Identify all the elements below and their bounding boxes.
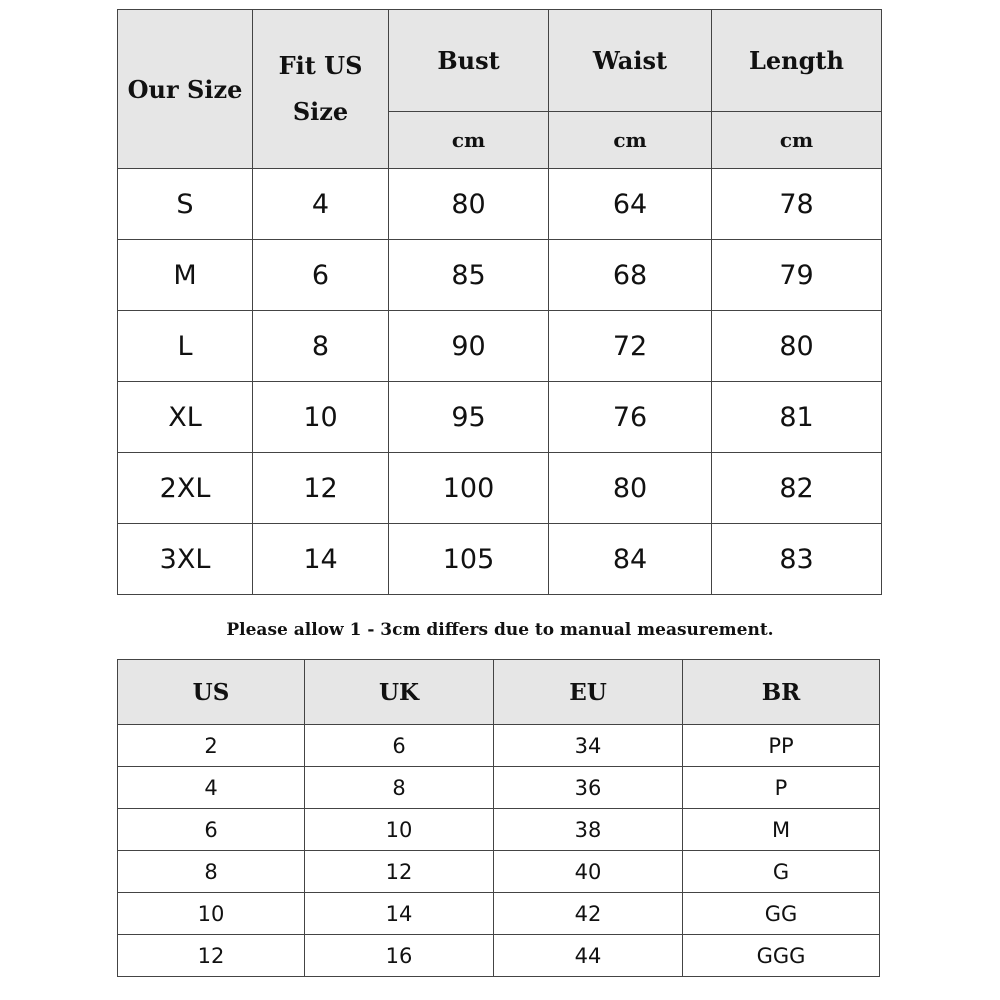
cell-waist: 76: [549, 382, 712, 453]
table-row: [118, 809, 880, 851]
cell-us: 10: [118, 893, 305, 935]
cell-length: 80: [712, 311, 882, 382]
cell-size: 3XL: [118, 524, 253, 595]
header-fit-us-line2: Size: [292, 97, 349, 126]
cell-fit-us: 10: [253, 382, 389, 453]
cell-us: 4: [118, 767, 305, 809]
header-waist-unit: cm: [549, 112, 712, 169]
cell-us: 12: [118, 935, 305, 977]
cell-size: XL: [118, 382, 253, 453]
cell-eu: 40: [494, 851, 683, 893]
cell-eu: 42: [494, 893, 683, 935]
header-br: BR: [683, 660, 880, 725]
cell-fit-us: 8: [253, 311, 389, 382]
cell-length: 81: [712, 382, 882, 453]
header-length: Length: [712, 10, 882, 112]
header-bust: Bust: [389, 10, 549, 112]
table-row: [118, 453, 882, 524]
cell-bust: 90: [389, 311, 549, 382]
cell-bust: 85: [389, 240, 549, 311]
cell-bust: 80: [389, 169, 549, 240]
conversion-header-row: [118, 660, 880, 725]
cell-br: P: [683, 767, 880, 809]
measurement-note: Please allow 1 - 3cm differs due to manual measurement.: [226, 620, 774, 640]
size-chart-table: [117, 9, 882, 595]
cell-eu: 44: [494, 935, 683, 977]
table-row: [118, 524, 882, 595]
cell-bust: 100: [389, 453, 549, 524]
header-bust-unit: cm: [389, 112, 549, 169]
cell-size: L: [118, 311, 253, 382]
cell-fit-us: 6: [253, 240, 389, 311]
cell-length: 82: [712, 453, 882, 524]
cell-length: 78: [712, 169, 882, 240]
cell-us: 2: [118, 725, 305, 767]
cell-fit-us: 12: [253, 453, 389, 524]
cell-eu: 34: [494, 725, 683, 767]
cell-uk: 12: [305, 851, 494, 893]
cell-size: S: [118, 169, 253, 240]
table-row: [118, 240, 882, 311]
cell-us: 6: [118, 809, 305, 851]
cell-eu: 38: [494, 809, 683, 851]
table-row: [118, 311, 882, 382]
table-row: [118, 169, 882, 240]
cell-eu: 36: [494, 767, 683, 809]
cell-br: PP: [683, 725, 880, 767]
cell-waist: 68: [549, 240, 712, 311]
header-fit-us-size: [253, 10, 389, 169]
cell-length: 83: [712, 524, 882, 595]
size-chart-header-row: [118, 10, 882, 112]
cell-uk: 16: [305, 935, 494, 977]
header-us: US: [118, 660, 305, 725]
cell-size: 2XL: [118, 453, 253, 524]
header-eu: EU: [494, 660, 683, 725]
header-our-size: Our Size: [118, 10, 253, 169]
cell-uk: 6: [305, 725, 494, 767]
cell-size: M: [118, 240, 253, 311]
cell-waist: 64: [549, 169, 712, 240]
cell-br: G: [683, 851, 880, 893]
cell-br: GG: [683, 893, 880, 935]
cell-us: 8: [118, 851, 305, 893]
table-row: [118, 382, 882, 453]
header-length-unit: cm: [712, 112, 882, 169]
cell-fit-us: 14: [253, 524, 389, 595]
cell-fit-us: 4: [253, 169, 389, 240]
table-row: [118, 935, 880, 977]
table-row: [118, 851, 880, 893]
cell-waist: 84: [549, 524, 712, 595]
cell-length: 79: [712, 240, 882, 311]
size-conversion-table: [117, 659, 880, 977]
cell-br: GGG: [683, 935, 880, 977]
cell-uk: 14: [305, 893, 494, 935]
header-waist: Waist: [549, 10, 712, 112]
table-row: [118, 725, 880, 767]
cell-br: M: [683, 809, 880, 851]
cell-bust: 105: [389, 524, 549, 595]
cell-uk: 8: [305, 767, 494, 809]
cell-waist: 80: [549, 453, 712, 524]
header-fit-us-line1: Fit US: [278, 51, 363, 80]
cell-waist: 72: [549, 311, 712, 382]
cell-uk: 10: [305, 809, 494, 851]
cell-bust: 95: [389, 382, 549, 453]
table-row: [118, 893, 880, 935]
header-uk: UK: [305, 660, 494, 725]
table-row: [118, 767, 880, 809]
